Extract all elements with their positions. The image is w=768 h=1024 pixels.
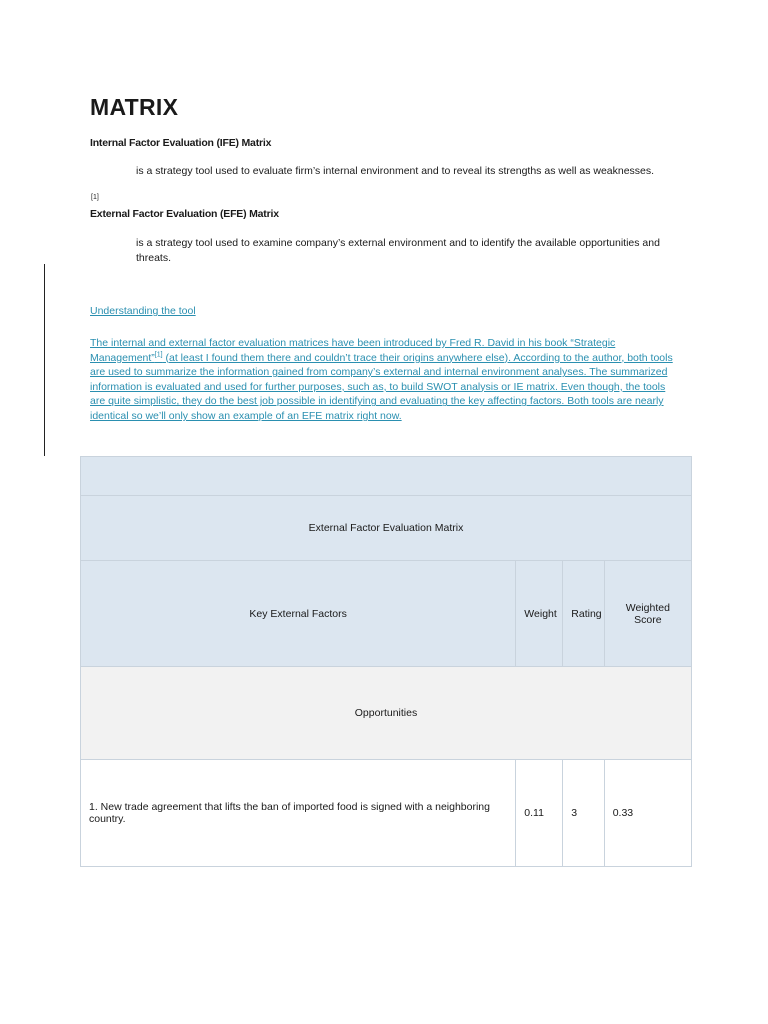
cell-rating: 3 (563, 760, 604, 867)
cell-weight: 0.11 (516, 760, 563, 867)
table-title: External Factor Evaluation Matrix (81, 496, 692, 561)
footnote-marker: [1] (91, 194, 99, 201)
header-factors: Key External Factors (81, 561, 516, 667)
header-rating: Rating (563, 561, 604, 667)
table-title-row (81, 496, 692, 561)
cell-score: 0.33 (604, 760, 691, 867)
ife-heading: Internal Factor Evaluation (IFE) Matrix (90, 137, 272, 149)
header-weight: Weight (516, 561, 563, 667)
cell-factor: 1. New trade agreement that lifts the ban of imported food is signed with a neighboring country. (81, 760, 516, 867)
page-title: MATRIX (90, 94, 179, 120)
table-blank-row (81, 457, 692, 496)
ife-definition: is a strategy tool used to evaluate firm’s internal environment and to reveal its strengths as well as weaknesses. (136, 165, 655, 177)
efe-matrix-table (80, 456, 692, 867)
understanding-link[interactable]: Understanding the tool (90, 305, 196, 317)
section-opportunities: Opportunities (81, 667, 692, 760)
efe-definition: is a strategy tool used to examine company’s external environment and to identify the available opportunities and threats. (136, 237, 660, 264)
blank-cell (81, 457, 692, 496)
para-footnote-ref[interactable]: [1] (154, 351, 163, 359)
section-row (81, 667, 692, 760)
para-start: The internal and external factor evaluation matrices have been introduced by Fred R. David in his book “Strategic Management” (90, 337, 616, 364)
revision-bar (44, 264, 45, 456)
header-weighted-score: Weighted Score (604, 561, 691, 667)
table-row (81, 760, 692, 867)
table-header-row (81, 561, 692, 667)
para-end: (at least I found them there and couldn’t trace their origins anywhere else). According to the author, both tools are used to summarize the information gained from company’s external and internal environment analyses. The summarized information is evaluated and used for further purposes, such as, to build SWOT analysis or IE matrix. Even though, the tools are quite simplistic, they do the best job possible in identifying and evaluating the key affecting factors. Both tools are nearly identical so we’ll only show an example of an EFE matrix right now. (90, 351, 673, 422)
efe-heading: External Factor Evaluation (EFE) Matrix (90, 208, 279, 220)
understanding-paragraph[interactable] (90, 336, 682, 424)
